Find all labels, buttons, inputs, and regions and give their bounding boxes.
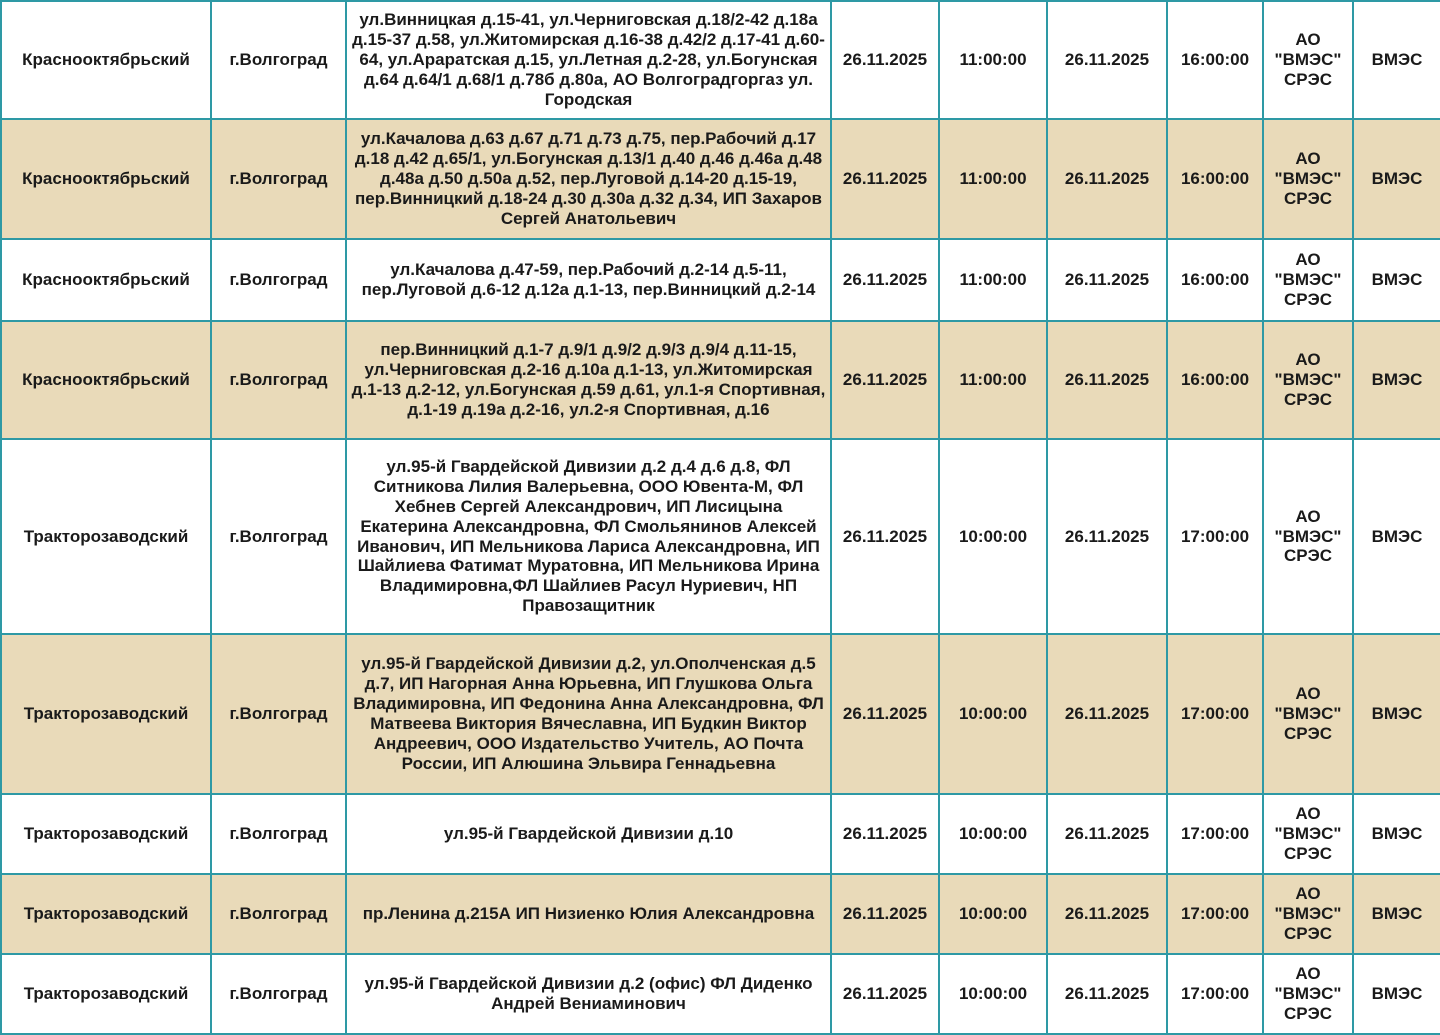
- cell-organization: АО "ВМЭС" СРЭС: [1263, 954, 1353, 1034]
- cell-end-time: 17:00:00: [1167, 634, 1263, 794]
- table-row: [1, 954, 1440, 1034]
- cell-end-date: 26.11.2025: [1047, 119, 1167, 239]
- cell-addresses: ул.95-й Гвардейской Дивизии д.2 д.4 д.6 д.8, ФЛ Ситникова Лилия Валерьевна, ООО Ювента-М, ФЛ Хебнев Сергей Александрович, ИП Лисицына Екатерина Александровна, ФЛ Смольянинов Алексей Иванович, ИП Мельникова Лариса Александровна, ИП Шайлиева Фатимат Муратовна, ИП Мельникова Ирина Владимировна,ФЛ Шайлиев Расул Нуриевич, НП Правозащитник: [346, 439, 831, 634]
- table-row: [1, 874, 1440, 954]
- cell-network: ВМЭС: [1353, 1, 1440, 119]
- cell-network: ВМЭС: [1353, 119, 1440, 239]
- cell-city: г.Волгоград: [211, 1, 346, 119]
- cell-district: Краснооктябрьский: [1, 119, 211, 239]
- cell-end-date: 26.11.2025: [1047, 321, 1167, 439]
- cell-city: г.Волгоград: [211, 321, 346, 439]
- cell-addresses: ул.Качалова д.63 д.67 д.71 д.73 д.75, пер.Рабочий д.17 д.18 д.42 д.65/1, ул.Богунская д.13/1 д.40 д.46 д.46а д.48 д.48а д.50 д.50а д.52, пер.Луговой д.14-20 д.15-19, пер.Винницкий д.18-24 д.30 д.30а д.32 д.34, ИП Захаров Сергей Анатольевич: [346, 119, 831, 239]
- cell-city: г.Волгоград: [211, 874, 346, 954]
- cell-addresses: ул.Винницкая д.15-41, ул.Черниговская д.18/2-42 д.18а д.15-37 д.58, ул.Житомирская д.16-38 д.42/2 д.17-41 д.60-64, ул.Араратская д.15, ул.Летная д.2-28, ул.Богунская д.64 д.64/1 д.68/1 д.78б д.80а, АО Волгоградгоргаз ул. Городская: [346, 1, 831, 119]
- cell-network: ВМЭС: [1353, 439, 1440, 634]
- cell-addresses: пр.Ленина д.215А ИП Низиенко Юлия Александровна: [346, 874, 831, 954]
- cell-start-date: 26.11.2025: [831, 634, 939, 794]
- cell-end-date: 26.11.2025: [1047, 239, 1167, 321]
- cell-end-time: 16:00:00: [1167, 321, 1263, 439]
- table-row: [1, 119, 1440, 239]
- cell-organization: АО "ВМЭС" СРЭС: [1263, 634, 1353, 794]
- cell-district: Тракторозаводский: [1, 874, 211, 954]
- cell-end-time: 17:00:00: [1167, 874, 1263, 954]
- cell-organization: АО "ВМЭС" СРЭС: [1263, 439, 1353, 634]
- cell-end-time: 16:00:00: [1167, 119, 1263, 239]
- cell-end-date: 26.11.2025: [1047, 1, 1167, 119]
- cell-city: г.Волгоград: [211, 954, 346, 1034]
- cell-start-date: 26.11.2025: [831, 794, 939, 874]
- cell-start-time: 10:00:00: [939, 954, 1047, 1034]
- cell-start-time: 11:00:00: [939, 119, 1047, 239]
- cell-start-time: 10:00:00: [939, 439, 1047, 634]
- cell-organization: АО "ВМЭС" СРЭС: [1263, 874, 1353, 954]
- cell-organization: АО "ВМЭС" СРЭС: [1263, 239, 1353, 321]
- cell-district: Тракторозаводский: [1, 794, 211, 874]
- table-row: [1, 634, 1440, 794]
- cell-end-time: 16:00:00: [1167, 239, 1263, 321]
- cell-addresses: ул.95-й Гвардейской Дивизии д.2, ул.Ополченская д.5 д.7, ИП Нагорная Анна Юрьевна, ИП Глушкова Ольга Владимировна, ИП Федонина Анна Александровна, ФЛ Матвеева Виктория Вячеславна, ИП Будкин Виктор Андреевич, ООО Издательство Учитель, АО Почта России, ИП Алюшина Эльвира Геннадьевна: [346, 634, 831, 794]
- cell-end-date: 26.11.2025: [1047, 874, 1167, 954]
- cell-end-date: 26.11.2025: [1047, 634, 1167, 794]
- cell-start-time: 11:00:00: [939, 239, 1047, 321]
- cell-addresses: пер.Винницкий д.1-7 д.9/1 д.9/2 д.9/3 д.9/4 д.11-15, ул.Черниговская д.2-16 д.10а д.1-13, ул.Житомирская д.1-13 д.2-12, ул.Богунская д.59 д.61, ул.1-я Спортивная, д.1-19 д.19а д.2-16, ул.2-я Спортивная, д.16: [346, 321, 831, 439]
- cell-end-time: 17:00:00: [1167, 794, 1263, 874]
- cell-district: Краснооктябрьский: [1, 1, 211, 119]
- cell-start-date: 26.11.2025: [831, 119, 939, 239]
- cell-network: ВМЭС: [1353, 321, 1440, 439]
- cell-start-time: 10:00:00: [939, 794, 1047, 874]
- cell-city: г.Волгоград: [211, 439, 346, 634]
- cell-end-date: 26.11.2025: [1047, 439, 1167, 634]
- cell-end-time: 17:00:00: [1167, 954, 1263, 1034]
- cell-district: Краснооктябрьский: [1, 321, 211, 439]
- cell-network: ВМЭС: [1353, 874, 1440, 954]
- cell-start-date: 26.11.2025: [831, 874, 939, 954]
- cell-organization: АО "ВМЭС" СРЭС: [1263, 794, 1353, 874]
- cell-end-date: 26.11.2025: [1047, 794, 1167, 874]
- table-row: [1, 239, 1440, 321]
- cell-city: г.Волгоград: [211, 239, 346, 321]
- cell-network: ВМЭС: [1353, 239, 1440, 321]
- cell-city: г.Волгоград: [211, 634, 346, 794]
- cell-start-date: 26.11.2025: [831, 321, 939, 439]
- outage-table-body: [1, 1, 1440, 1034]
- cell-start-time: 11:00:00: [939, 1, 1047, 119]
- cell-district: Тракторозаводский: [1, 439, 211, 634]
- cell-addresses: ул.95-й Гвардейской Дивизии д.2 (офис) ФЛ Диденко Андрей Вениаминович: [346, 954, 831, 1034]
- cell-addresses: ул.95-й Гвардейской Дивизии д.10: [346, 794, 831, 874]
- cell-organization: АО "ВМЭС" СРЭС: [1263, 1, 1353, 119]
- cell-start-date: 26.11.2025: [831, 954, 939, 1034]
- cell-city: г.Волгоград: [211, 119, 346, 239]
- cell-start-date: 26.11.2025: [831, 1, 939, 119]
- table-row: [1, 321, 1440, 439]
- cell-addresses: ул.Качалова д.47-59, пер.Рабочий д.2-14 д.5-11, пер.Луговой д.6-12 д.12а д.1-13, пер.Винницкий д.2-14: [346, 239, 831, 321]
- table-row: [1, 1, 1440, 119]
- cell-start-time: 10:00:00: [939, 874, 1047, 954]
- cell-start-time: 11:00:00: [939, 321, 1047, 439]
- cell-end-time: 17:00:00: [1167, 439, 1263, 634]
- cell-network: ВМЭС: [1353, 954, 1440, 1034]
- table-row: [1, 439, 1440, 634]
- cell-district: Тракторозаводский: [1, 954, 211, 1034]
- cell-city: г.Волгоград: [211, 794, 346, 874]
- cell-district: Краснооктябрьский: [1, 239, 211, 321]
- cell-network: ВМЭС: [1353, 634, 1440, 794]
- cell-district: Тракторозаводский: [1, 634, 211, 794]
- cell-end-date: 26.11.2025: [1047, 954, 1167, 1034]
- cell-organization: АО "ВМЭС" СРЭС: [1263, 321, 1353, 439]
- table-row: [1, 794, 1440, 874]
- cell-start-date: 26.11.2025: [831, 239, 939, 321]
- cell-end-time: 16:00:00: [1167, 1, 1263, 119]
- cell-start-time: 10:00:00: [939, 634, 1047, 794]
- cell-network: ВМЭС: [1353, 794, 1440, 874]
- cell-organization: АО "ВМЭС" СРЭС: [1263, 119, 1353, 239]
- cell-start-date: 26.11.2025: [831, 439, 939, 634]
